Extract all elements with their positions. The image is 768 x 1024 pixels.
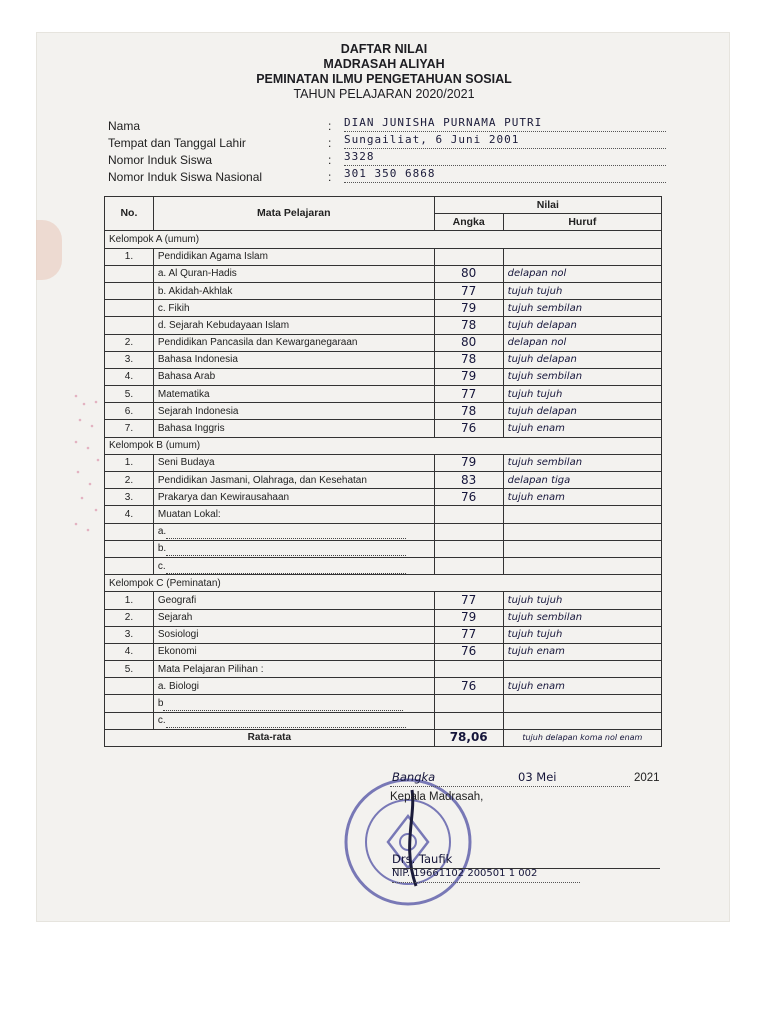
row-subject-text: Prakarya dan Kewirausahaan [157,491,290,503]
identity-row-birth: Tempat dan Tanggal Lahir : Sungailiat, 6 Juni 2001 [108,133,668,150]
identity-row-nisn: Nomor Induk Siswa Nasional : 301 350 6868 [108,167,668,184]
row-angka [434,317,503,334]
row-angka [434,282,503,299]
row-angka [434,609,503,626]
row-subject [153,712,434,729]
identity-value: DIAN JUNISHA PURNAMA PUTRI [344,116,666,132]
place-date-line [390,770,660,787]
row-angka [434,334,503,351]
blank-fill-line [166,564,406,574]
row-subject-text: a. Al Quran-Hadis [157,268,237,280]
row-huruf-text: tujuh sembilan [507,302,583,314]
table-row [105,506,662,523]
group-row [105,437,662,454]
row-angka [434,695,503,712]
row-angka [434,351,503,368]
row-huruf-text: tujuh sembilan [507,612,583,624]
row-huruf [503,592,661,609]
row-subject [153,523,434,540]
table-row [105,712,662,729]
row-number [105,420,154,437]
row-number-text: 5. [124,388,134,400]
group-label: Kelompok B (umum) [105,437,662,454]
col-subject-header: Mata Pelajaran [153,197,434,231]
student-identity [108,116,668,184]
identity-value: 3328 [344,150,666,166]
table-row [105,540,662,557]
row-number-text: 3. [124,354,134,366]
table-row [105,489,662,506]
row-number-text: 4. [124,371,134,383]
row-angka [434,678,503,695]
row-angka [434,557,503,574]
row-subject-text: Bahasa Arab [157,371,216,383]
row-subject-text: Muatan Lokal: [157,508,221,520]
row-subject [153,351,434,368]
blank-fill-line [166,718,406,728]
row-angka [434,489,503,506]
row-huruf-text: tujuh delapan [507,354,577,366]
row-subject-text: Mata Pelajaran Pilihan : [157,663,264,675]
table-row [105,334,662,351]
row-subject-text: Pendidikan Jasmani, Olahraga, dan Kesehatan [157,474,367,486]
row-huruf [503,454,661,471]
row-subject-text: Matematika [157,388,210,400]
row-number [105,695,154,712]
row-huruf [503,678,661,695]
row-number [105,712,154,729]
table-row [105,300,662,317]
signatory-name: Drs. Taufik [392,852,660,869]
group-label: Kelompok A (umum) [105,231,662,248]
row-angka [434,712,503,729]
row-huruf [503,472,661,489]
row-number [105,489,154,506]
row-number [105,678,154,695]
table-row [105,472,662,489]
row-angka-text: 77 [461,283,477,298]
average-angka: 78,06 [434,729,503,746]
row-huruf [503,557,661,574]
row-subject [153,386,434,403]
signature-year: 2021 [634,772,660,784]
row-huruf [503,386,661,403]
table-row [105,557,662,574]
row-subject-text: b [157,698,164,710]
table-row [105,351,662,368]
row-huruf [503,248,661,265]
average-huruf: tujuh delapan koma nol enam [503,729,661,746]
program-name: PEMINATAN ILMU PENGETAHUAN SOSIAL [256,72,512,86]
row-huruf [503,282,661,299]
row-angka [434,661,503,678]
row-angka [434,454,503,471]
row-subject [153,643,434,660]
row-angka-text: 77 [461,592,477,607]
row-number-text: 2. [124,474,134,486]
row-huruf [503,540,661,557]
finger-edge [36,220,62,280]
row-angka [434,523,503,540]
signatory-nip: NIP. 19661102 200501 1 002 [392,868,580,883]
row-huruf [503,609,661,626]
row-subject-text: b. [157,543,167,555]
row-huruf [503,317,661,334]
row-subject [153,678,434,695]
table-row [105,695,662,712]
row-subject-text: Bahasa Inggris [157,423,225,435]
row-subject-text: Pendidikan Pancasila dan Kewarganegaraan [157,337,358,349]
row-angka-text: 77 [461,386,477,401]
row-angka-text: 80 [461,335,477,350]
signature-date: 03 Mei [518,770,557,784]
table-row [105,678,662,695]
row-subject [153,403,434,420]
row-subject [153,661,434,678]
row-huruf [503,265,661,282]
table-row [105,454,662,471]
row-number [105,609,154,626]
table-row [105,317,662,334]
average-row [105,729,662,746]
row-subject-text: Sosiologi [157,629,199,641]
row-subject [153,506,434,523]
row-subject-text: a. [157,526,167,538]
row-number-text: 3. [124,629,134,641]
group-label: Kelompok C (Peminatan) [105,575,662,592]
row-number-text: 5. [124,663,134,675]
row-subject-text: c. [157,560,166,572]
signatory-position: Kepala Madrasah, [390,791,484,803]
row-number [105,523,154,540]
row-number [105,454,154,471]
blank-fill-line [166,546,406,556]
row-subject-text: c. Fikih [157,302,190,314]
row-angka-text: 80 [461,266,477,281]
row-angka [434,368,503,385]
row-number [105,592,154,609]
row-subject [153,300,434,317]
row-number [105,282,154,299]
row-subject-text: b. Akidah-Akhlak [157,285,233,297]
col-nilai-header: Nilai [434,197,661,214]
row-number [105,248,154,265]
row-subject [153,334,434,351]
row-subject-text: a. Biologi [157,680,200,692]
row-number [105,557,154,574]
row-angka [434,403,503,420]
row-huruf [503,420,661,437]
row-huruf-text: tujuh delapan [507,405,577,417]
row-huruf-text: tujuh tujuh [507,388,563,400]
binder-holes [70,386,104,536]
document-header [0,42,768,102]
row-subject [153,489,434,506]
col-no-header: No. [105,197,154,231]
row-huruf-text: tujuh enam [507,680,565,692]
row-subject-text: Bahasa Indonesia [157,354,238,366]
row-huruf [503,403,661,420]
row-angka [434,300,503,317]
row-angka [434,265,503,282]
identity-row-nis: Nomor Induk Siswa : 3328 [108,150,668,167]
blank-fill-line [163,701,403,711]
row-angka-text: 78 [461,352,477,367]
row-number-text: 1. [124,594,134,606]
table-row [105,661,662,678]
row-subject [153,248,434,265]
row-huruf-text: tujuh tujuh [507,629,563,641]
row-number-text: 3. [124,491,134,503]
identity-value: Sungailiat, 6 Juni 2001 [344,133,666,149]
row-number-text: 1. [124,457,134,469]
col-huruf-header: Huruf [503,214,661,231]
row-number [105,472,154,489]
row-huruf-text: delapan nol [507,268,567,280]
row-angka-text: 76 [461,678,477,693]
row-subject [153,282,434,299]
row-huruf-text: tujuh delapan [507,319,577,331]
row-subject-text: Seni Budaya [157,457,215,469]
col-angka-header: Angka [434,214,503,231]
row-subject [153,317,434,334]
row-angka-text: 78 [461,317,477,332]
row-subject [153,265,434,282]
row-number-text: 6. [124,405,134,417]
row-angka [434,626,503,643]
row-subject-text: Geografi [157,594,197,606]
row-number-text: 2. [124,612,134,624]
row-subject [153,420,434,437]
group-row [105,231,662,248]
row-number-text: 4. [124,646,134,658]
row-huruf [503,523,661,540]
row-number [105,403,154,420]
row-huruf-text: tujuh tujuh [507,285,563,297]
row-number-text: 1. [124,251,134,263]
school-name: MADRASAH ALIYAH [323,57,445,71]
row-number [105,317,154,334]
row-number [105,643,154,660]
table-row [105,282,662,299]
table-row [105,609,662,626]
row-huruf-text: tujuh sembilan [507,371,583,383]
identity-label: Nomor Induk Siswa Nasional [108,170,263,184]
row-huruf-text: tujuh enam [507,491,565,503]
row-huruf-text: tujuh enam [507,646,565,658]
row-huruf [503,368,661,385]
row-number [105,300,154,317]
row-number-text: 7. [124,423,134,435]
row-angka [434,540,503,557]
school-year: TAHUN PELAJARAN 2020/2021 [293,87,475,101]
row-subject [153,454,434,471]
row-huruf-text: tujuh tujuh [507,594,563,606]
table-row [105,592,662,609]
row-huruf-text: tujuh sembilan [507,457,583,469]
row-huruf [503,300,661,317]
row-number [105,351,154,368]
row-angka-text: 76 [461,644,477,659]
table-row [105,626,662,643]
table-row [105,403,662,420]
doc-title: DAFTAR NILAI [340,42,428,56]
row-angka [434,248,503,265]
row-angka-text: 77 [461,627,477,642]
grades-table [104,196,662,747]
signature-block [390,770,660,879]
row-huruf [503,661,661,678]
group-row [105,575,662,592]
row-subject-text: c. [157,715,166,727]
row-angka [434,386,503,403]
row-angka-text: 76 [461,421,477,436]
table-row [105,523,662,540]
row-subject-text: d. Sejarah Kebudayaan Islam [157,319,290,331]
row-subject [153,626,434,643]
row-huruf-text: delapan tiga [507,474,571,486]
identity-label: Nomor Induk Siswa [108,153,213,167]
identity-row-name: Nama : DIAN JUNISHA PURNAMA PUTRI [108,116,668,133]
table-row [105,643,662,660]
table-row [105,368,662,385]
row-angka-text: 78 [461,403,477,418]
row-angka-text: 83 [461,472,477,487]
row-number [105,265,154,282]
row-number [105,626,154,643]
row-angka-text: 79 [461,369,477,384]
row-angka-text: 79 [461,455,477,470]
table-row [105,420,662,437]
row-angka-text: 76 [461,489,477,504]
row-subject [153,695,434,712]
row-angka [434,472,503,489]
row-angka [434,506,503,523]
row-subject-text: Ekonomi [157,646,197,658]
row-huruf [503,712,661,729]
table-row [105,386,662,403]
row-angka-text: 79 [461,610,477,625]
row-number [105,334,154,351]
row-number-text: 2. [124,337,134,349]
row-huruf [503,506,661,523]
row-number [105,540,154,557]
row-subject-text: Pendidikan Agama Islam [157,251,268,263]
table-row [105,265,662,282]
table-row [105,248,662,265]
row-angka [434,592,503,609]
row-huruf [503,351,661,368]
row-subject [153,592,434,609]
row-number [105,506,154,523]
row-huruf-text: delapan nol [507,337,567,349]
identity-label: Tempat dan Tanggal Lahir [108,136,246,150]
row-huruf [503,643,661,660]
row-number [105,386,154,403]
row-subject-text: Sejarah [157,612,193,624]
row-subject-text: Sejarah Indonesia [157,405,239,417]
row-subject [153,368,434,385]
signature-place: Bangka [392,770,436,784]
row-number-text: 4. [124,508,134,520]
identity-value: 301 350 6868 [344,167,666,183]
row-huruf [503,334,661,351]
row-number [105,661,154,678]
identity-label: Nama [108,119,141,133]
row-angka [434,420,503,437]
row-huruf [503,695,661,712]
row-subject [153,609,434,626]
row-subject [153,540,434,557]
average-label: Rata-rata [105,729,435,746]
row-number [105,368,154,385]
row-huruf-text: tujuh enam [507,423,565,435]
row-subject [153,472,434,489]
row-huruf [503,489,661,506]
row-subject [153,557,434,574]
row-huruf [503,626,661,643]
row-angka-text: 79 [461,300,477,315]
row-angka [434,643,503,660]
blank-fill-line [166,529,406,539]
